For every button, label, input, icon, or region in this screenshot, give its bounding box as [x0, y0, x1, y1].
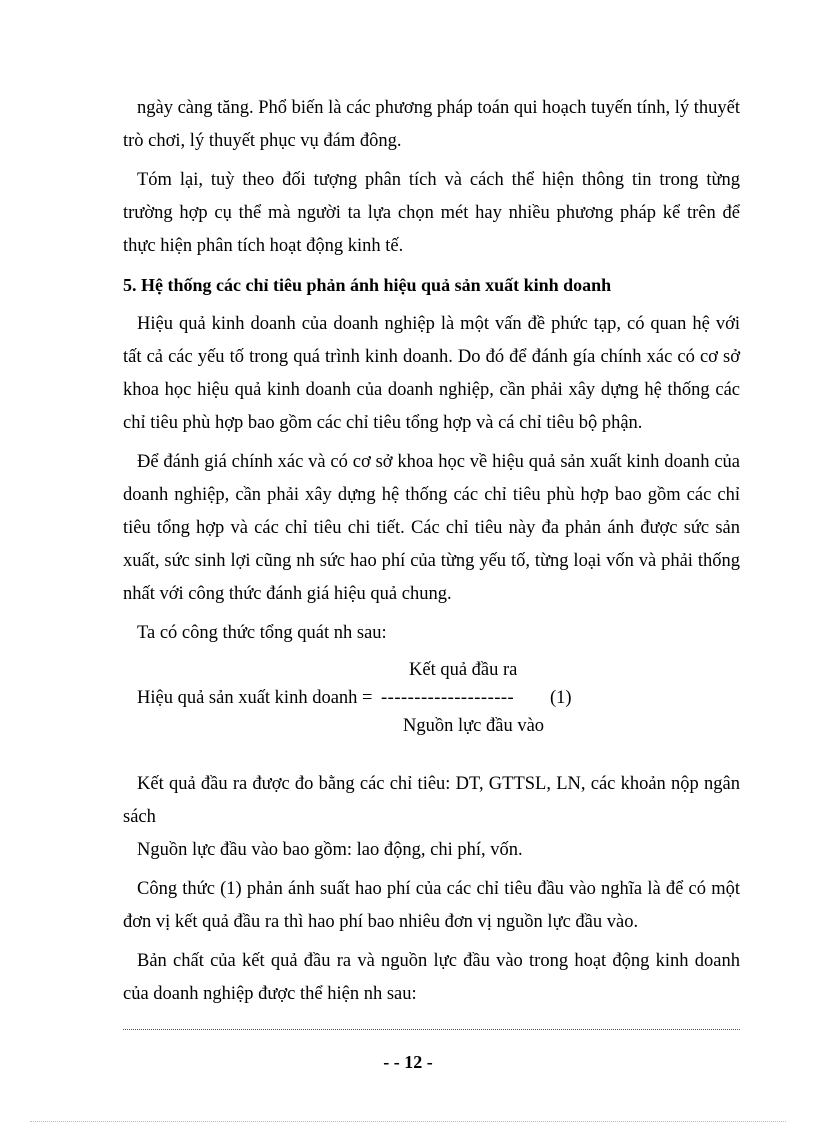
- formula-numerator: Kết quả đầu ra: [409, 660, 518, 680]
- formula-equation-number: (1): [550, 688, 572, 708]
- paragraph-general-formula-intro: Ta có công thức tổng quát nh sau:: [137, 623, 387, 643]
- footer-divider: [123, 1029, 740, 1030]
- page-number: - - 12 -: [383, 1052, 433, 1072]
- paragraph-formula-meaning: Công thức (1) phản ánh suất hao phí của các chỉ tiêu đầu vào nghĩa là để có một đơn vị kết quả đầu ra thì hao phí bao nhiêu đơn vị nguồn lực đầu vào.: [123, 879, 740, 932]
- paragraph-input-resources: Nguồn lực đầu vào bao gồm: lao động, chi phí, vốn.: [137, 840, 523, 860]
- paragraph-summary: Tóm lại, tuỳ theo đối tượng phân tích và cách thể hiện thông tin trong từng trường hợp cụ thể mà người ta lựa chọn mét hay nhiều phương pháp kể trên để thực hiện phân tích hoạt động kinh tế.: [123, 170, 740, 256]
- page-body: [123, 92, 740, 1017]
- paragraph-output-indicators: Kết quả đầu ra được đo bằng các chỉ tiêu: DT, GTTSL, LN, các khoản nộp ngân sách: [123, 774, 740, 827]
- spacer: [123, 748, 740, 768]
- paragraph-methods-continued: ngày càng tăng. Phổ biến là các phương pháp toán qui hoạch tuyến tính, lý thuyết trò chơi, lý thuyết phục vụ đám đông.: [123, 98, 740, 151]
- formula-fraction-line: --------------------: [381, 688, 515, 708]
- paragraph-business-efficiency: Hiệu quả kinh doanh của doanh nghiệp là một vấn đề phức tạp, có quan hệ với tất cả các yếu tố trong quá trình kinh doanh. Do đó để đánh gía chính xác có cơ sở khoa học hiệu quả kinh doanh của doanh nghiệp, cần phải xây dựng hệ thống các chỉ tiêu phù hợp bao gồm các chỉ tiêu tổng hợp và cá chỉ tiêu bộ phận.: [123, 314, 740, 433]
- formula-left-side: Hiệu quả sản xuất kinh doanh =: [137, 688, 373, 708]
- paragraph-accurate-evaluation: Để đánh giá chính xác và có cơ sở khoa học về hiệu quả sản xuất kinh doanh của doanh nghiệp, cần phải xây dựng hệ thống các chỉ tiêu phù hợp bao gồm các chỉ tiêu tổng hợp và các chỉ tiêu chi tiết. Các chỉ tiêu này đa phản ánh được sức sản xuất, sức sinh lợi cũng nh sức hao phí của từng yếu tố, từng loại vốn và phải thống nhất với công thức đánh giá hiệu quả chung.: [123, 452, 740, 604]
- section-heading: 5. Hệ thống các chỉ tiêu phản ánh hiệu quả sản xuất kinh doanh: [123, 275, 612, 295]
- paragraph-nature-intro: Bản chất của kết quả đầu ra và nguồn lực đầu vào trong hoạt động kinh doanh của doanh nghiệp được thể hiện nh sau:: [123, 951, 740, 1004]
- page-bottom-divider: [30, 1121, 786, 1122]
- efficiency-formula: [123, 656, 740, 742]
- formula-denominator: Nguồn lực đầu vào: [403, 716, 545, 736]
